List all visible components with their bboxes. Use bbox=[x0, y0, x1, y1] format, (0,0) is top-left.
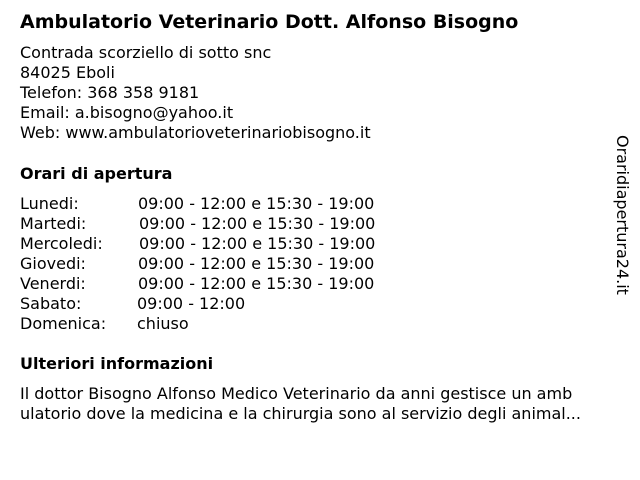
additional-info-text bbox=[20, 384, 635, 424]
opening-hours-title: Orari di apertura bbox=[20, 164, 173, 183]
address-block bbox=[20, 43, 371, 143]
city: 84025 Eboli bbox=[20, 63, 115, 82]
time-value: 09:00 - 12:00 e 15:30 - 19:00 bbox=[139, 214, 376, 233]
info-line: ulatorio dove la medicina e la chirurgia sono al servizio degli animal... bbox=[20, 404, 581, 423]
phone-number[interactable]: Telefon: 368 358 9181 bbox=[20, 83, 200, 102]
email-address[interactable]: Email: a.bisogno@yahoo.it bbox=[20, 103, 234, 122]
website-link[interactable]: Web: www.ambulatorioveterinariobisogno.it bbox=[20, 123, 371, 142]
time-value: 09:00 - 12:00 e 15:30 - 19:00 bbox=[138, 274, 375, 293]
day-label: Giovedi: bbox=[20, 254, 86, 273]
day-label: Mercoledi: bbox=[20, 234, 103, 253]
day-label: Lunedi: bbox=[20, 194, 79, 213]
time-value: 09:00 - 12:00 e 15:30 - 19:00 bbox=[138, 254, 375, 273]
day-label: Martedi: bbox=[20, 214, 87, 233]
day-label: Domenica: bbox=[20, 314, 107, 333]
page-title: Ambulatorio Veterinario Dott. Alfonso Bisogno bbox=[20, 11, 519, 33]
site-brand-vertical: Oraridiapertura24.it bbox=[613, 135, 632, 295]
time-value: 09:00 - 12:00 bbox=[137, 294, 246, 313]
time-value: 09:00 - 12:00 e 15:30 - 19:00 bbox=[138, 194, 375, 213]
info-line: Il dottor Bisogno Alfonso Medico Veterinario da anni gestisce un amb bbox=[20, 384, 573, 403]
day-label: Sabato: bbox=[20, 294, 82, 313]
street-address: Contrada scorziello di sotto snc bbox=[20, 43, 272, 62]
additional-info-title: Ulteriori informazioni bbox=[20, 354, 214, 373]
time-value: chiuso bbox=[137, 314, 189, 333]
time-value: 09:00 - 12:00 e 15:30 - 19:00 bbox=[139, 234, 376, 253]
day-label: Venerdi: bbox=[20, 274, 86, 293]
